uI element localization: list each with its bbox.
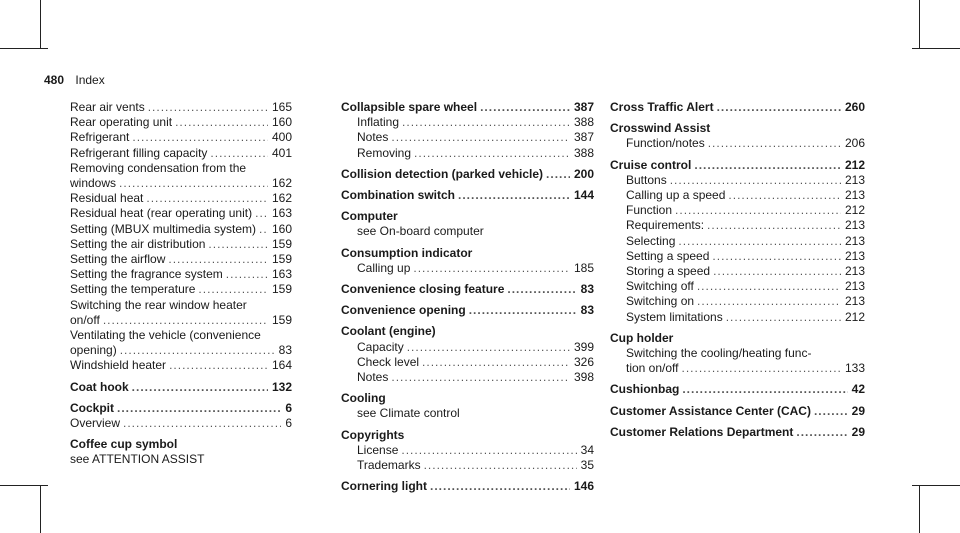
- entry-text: Buttons: [626, 172, 667, 187]
- page-reference: 213: [844, 172, 865, 187]
- index-entry: [610, 234, 865, 249]
- page-reference: 213: [844, 218, 865, 233]
- dot-leader: [120, 343, 275, 358]
- dot-leader: [132, 130, 268, 145]
- dot-leader: [682, 361, 841, 376]
- entry-text: Switching the rear window heater: [70, 297, 247, 312]
- index-heading: [610, 100, 865, 115]
- index-entry: [70, 267, 292, 282]
- index-heading: [610, 404, 865, 419]
- index-heading: [610, 425, 865, 440]
- entry-text: Calling up a speed: [626, 188, 726, 203]
- dot-leader: [796, 425, 847, 440]
- dot-leader: [103, 313, 268, 328]
- page-reference: 401: [271, 145, 292, 160]
- index-heading: [341, 479, 594, 494]
- index-entry: [70, 146, 292, 161]
- dot-leader: [198, 282, 268, 297]
- index-entry: [70, 343, 292, 358]
- index-heading: [341, 188, 594, 203]
- dot-leader: [148, 100, 268, 115]
- index-column-3: [610, 100, 865, 440]
- dot-leader: [694, 158, 841, 173]
- index-entry: [610, 218, 865, 233]
- entry-text: Residual heat (rear operating unit): [70, 206, 253, 221]
- dot-leader: [708, 136, 841, 151]
- page-reference: 159: [271, 312, 292, 327]
- index-heading: [610, 158, 865, 173]
- dot-leader: [168, 252, 268, 267]
- dot-leader: [413, 261, 570, 276]
- index-entry: [341, 355, 594, 370]
- dot-leader: [670, 173, 841, 188]
- entry-text: Consumption indicator: [341, 245, 473, 260]
- index-heading: [341, 391, 594, 406]
- page-reference: 6: [285, 416, 292, 431]
- page-number: 480: [44, 73, 65, 87]
- entry-text: Setting (MBUX multimedia system): [70, 221, 257, 236]
- page-reference: 163: [271, 206, 292, 221]
- dot-leader: [401, 443, 576, 458]
- entry-text: Setting a speed: [626, 248, 710, 263]
- entry-text: Calling up: [357, 260, 411, 275]
- index-column-1: [70, 100, 292, 468]
- entry-text: on/off: [70, 312, 100, 327]
- index-entry: [70, 100, 292, 115]
- index-entry: [70, 358, 292, 373]
- dot-leader: [458, 188, 570, 203]
- dot-leader: [814, 404, 848, 419]
- page-reference: 6: [285, 400, 292, 415]
- index-entry: [341, 406, 594, 421]
- page-reference: 83: [580, 303, 594, 318]
- entry-text: Convenience closing feature: [341, 282, 505, 297]
- index-entry: [610, 346, 865, 361]
- entry-text: see ATTENTION ASSIST: [70, 452, 205, 467]
- entry-text: Cushionbag: [610, 382, 680, 397]
- page-reference: 213: [844, 279, 865, 294]
- dot-leader: [210, 146, 268, 161]
- page-reference: 29: [851, 424, 865, 439]
- dot-leader: [391, 370, 570, 385]
- index-entry: [610, 310, 865, 325]
- page-reference: 165: [271, 100, 292, 114]
- entry-text: Customer Relations Department: [610, 424, 794, 439]
- page-reference: 159: [271, 236, 292, 251]
- index-entry: [70, 282, 292, 297]
- entry-text: Removing: [357, 145, 412, 160]
- page-reference: 144: [573, 188, 594, 203]
- dot-leader: [117, 401, 281, 416]
- index-entry: [70, 176, 292, 191]
- dot-leader: [697, 294, 841, 309]
- index-entry: [341, 458, 594, 473]
- page-reference: 212: [844, 309, 865, 324]
- entry-text: Requirements:: [626, 218, 705, 233]
- entry-text: Setting the temperature: [70, 282, 196, 297]
- page-reference: 212: [844, 203, 865, 218]
- entry-text: Crosswind Assist: [610, 121, 711, 136]
- index-entry: [610, 203, 865, 218]
- entry-text: Windshield heater: [70, 358, 167, 373]
- page-reference: 42: [851, 382, 865, 397]
- crop-mark: [919, 485, 920, 533]
- dot-leader: [430, 479, 570, 494]
- entry-text: see On-board computer: [357, 224, 484, 239]
- entry-text: Notes: [357, 370, 389, 385]
- entry-text: windows: [70, 176, 117, 191]
- dot-leader: [707, 218, 841, 233]
- page-reference: 206: [844, 136, 865, 151]
- entry-text: Removing condensation from the: [70, 160, 247, 175]
- entry-text: Switching on: [626, 294, 695, 309]
- index-entry: [341, 115, 594, 130]
- dot-leader: [132, 380, 268, 395]
- entry-text: Selecting: [626, 233, 676, 248]
- entry-text: Cruise control: [610, 157, 692, 172]
- page-reference: 29: [851, 403, 865, 418]
- page-reference: 132: [271, 379, 292, 394]
- entry-text: System limitations: [626, 309, 723, 324]
- page-reference: 213: [844, 248, 865, 263]
- entry-text: Setting the airflow: [70, 252, 166, 267]
- index-heading: [610, 331, 865, 346]
- index-entry: [341, 340, 594, 355]
- index-heading: [70, 401, 292, 416]
- index-heading: [341, 324, 594, 339]
- entry-text: Notes: [357, 130, 389, 145]
- page-reference: 160: [271, 115, 292, 130]
- dot-leader: [675, 203, 841, 218]
- index-entry: [70, 130, 292, 145]
- dot-leader: [208, 237, 268, 252]
- dot-leader: [119, 176, 268, 191]
- page-reference: 185: [573, 260, 594, 275]
- dot-leader: [226, 267, 268, 282]
- index-heading: [341, 282, 594, 297]
- index-entry: [610, 249, 865, 264]
- entry-text: Rear air vents: [70, 100, 145, 114]
- entry-text: Copyrights: [341, 427, 405, 442]
- dot-leader: [422, 355, 570, 370]
- entry-text: Switching off: [626, 279, 694, 294]
- dot-leader: [391, 130, 570, 145]
- index-entry: [70, 252, 292, 267]
- entry-text: Switching the cooling/heating func-: [626, 346, 812, 361]
- page-reference: 212: [844, 157, 865, 172]
- dot-leader: [123, 416, 281, 431]
- entry-text: Coffee cup symbol: [70, 437, 178, 452]
- page-reference: 159: [271, 282, 292, 297]
- dot-leader: [175, 115, 268, 130]
- dot-leader: [697, 279, 841, 294]
- dot-leader: [712, 249, 841, 264]
- entry-text: Trademarks: [357, 458, 421, 473]
- page-reference: 388: [573, 145, 594, 160]
- dot-leader: [414, 146, 570, 161]
- entry-text: opening): [70, 343, 117, 358]
- index-entry: [341, 146, 594, 161]
- page-reference: 213: [844, 264, 865, 279]
- page-reference: 133: [844, 361, 865, 376]
- entry-text: see Climate control: [357, 406, 460, 421]
- dot-leader: [424, 458, 577, 473]
- entry-text: Computer: [341, 209, 398, 224]
- page-reference: 398: [573, 370, 594, 385]
- dot-leader: [682, 382, 847, 397]
- index-entry: [70, 313, 292, 328]
- dot-leader: [717, 100, 841, 115]
- index-entry: [341, 224, 594, 239]
- index-heading: [341, 303, 594, 318]
- index-entry: [70, 222, 292, 237]
- crop-mark: [0, 485, 48, 486]
- entry-text: License: [357, 442, 399, 457]
- page-reference: 162: [271, 176, 292, 191]
- page-header: [44, 73, 105, 87]
- index-entry: [341, 443, 594, 458]
- page-reference: 162: [271, 191, 292, 206]
- index-heading: [70, 380, 292, 395]
- dot-leader: [480, 100, 570, 115]
- entry-text: Residual heat: [70, 191, 144, 206]
- entry-text: Cockpit: [70, 400, 115, 415]
- page-reference: 388: [573, 115, 594, 130]
- entry-text: Storing a speed: [626, 264, 711, 279]
- crop-mark: [40, 0, 41, 48]
- crop-mark: [0, 48, 48, 49]
- index-entry: [70, 328, 292, 343]
- index-heading: [341, 167, 594, 182]
- page-reference: 387: [573, 100, 594, 114]
- index-entry: [610, 173, 865, 188]
- index-heading: [341, 428, 594, 443]
- page-reference: 400: [271, 130, 292, 145]
- index-entry: [70, 161, 292, 176]
- page-reference: 163: [271, 267, 292, 282]
- dot-leader: [728, 188, 841, 203]
- entry-text: Combination switch: [341, 188, 455, 203]
- page-reference: 160: [271, 221, 292, 236]
- page-reference: 213: [844, 294, 865, 309]
- index-heading: [610, 382, 865, 397]
- dot-leader: [546, 167, 570, 182]
- entry-text: Cup holder: [610, 330, 674, 345]
- crop-mark: [919, 0, 920, 48]
- dot-leader: [726, 310, 841, 325]
- page-reference: 83: [278, 343, 292, 358]
- page-reference: 164: [271, 358, 292, 373]
- entry-text: Cooling: [341, 391, 386, 406]
- index-entry: [70, 191, 292, 206]
- entry-text: Function: [626, 203, 673, 218]
- entry-text: Convenience opening: [341, 303, 466, 318]
- index-entry: [341, 370, 594, 385]
- entry-text: Refrigerant: [70, 130, 130, 145]
- index-entry: [610, 279, 865, 294]
- dot-leader: [507, 282, 576, 297]
- index-column-2: [341, 100, 594, 494]
- dot-leader: [402, 115, 570, 130]
- entry-text: Setting the air distribution: [70, 236, 206, 251]
- entry-text: Function/notes: [626, 136, 705, 151]
- index-entry: [341, 261, 594, 276]
- entry-text: Capacity: [357, 339, 404, 354]
- index-entry: [610, 294, 865, 309]
- entry-text: Check level: [357, 354, 420, 369]
- index-entry: [70, 416, 292, 431]
- page-reference: 213: [844, 188, 865, 203]
- index-entry: [610, 264, 865, 279]
- index-heading: [610, 121, 865, 136]
- entry-text: Ventilating the vehicle (convenience: [70, 328, 261, 343]
- crop-mark: [912, 48, 960, 49]
- entry-text: Collapsible spare wheel: [341, 100, 478, 114]
- page-reference: 399: [573, 339, 594, 354]
- entry-text: Cross Traffic Alert: [610, 100, 714, 114]
- index-heading: [70, 437, 292, 452]
- dot-leader: [169, 358, 268, 373]
- index-entry: [610, 361, 865, 376]
- page-reference: 34: [580, 442, 594, 457]
- page-reference: 159: [271, 252, 292, 267]
- entry-text: tion on/off: [626, 361, 679, 376]
- index-entry: [70, 206, 292, 221]
- index-entry: [610, 136, 865, 151]
- crop-mark: [40, 485, 41, 533]
- page-reference: 326: [573, 354, 594, 369]
- dot-leader: [407, 340, 570, 355]
- index-entry: [70, 115, 292, 130]
- entry-text: Refrigerant filling capacity: [70, 145, 208, 160]
- page-reference: 260: [844, 100, 865, 114]
- entry-text: Cornering light: [341, 479, 427, 494]
- dot-leader: [469, 303, 577, 318]
- page-reference: 213: [844, 233, 865, 248]
- entry-text: Rear operating unit: [70, 115, 173, 130]
- entry-text: Collision detection (parked vehicle): [341, 166, 544, 181]
- entry-text: Customer Assistance Center (CAC): [610, 403, 811, 418]
- section-title: Index: [75, 73, 105, 87]
- crop-mark: [912, 485, 960, 486]
- index-heading: [341, 209, 594, 224]
- dot-leader: [146, 191, 268, 206]
- dot-leader: [678, 234, 841, 249]
- page-reference: 35: [580, 458, 594, 473]
- entry-text: Setting the fragrance system: [70, 267, 223, 282]
- index-entry: [70, 237, 292, 252]
- index-heading: [341, 246, 594, 261]
- dot-leader: [713, 264, 841, 279]
- page-reference: 200: [573, 166, 594, 181]
- dot-leader: [255, 206, 268, 221]
- entry-text: Overview: [70, 416, 121, 431]
- entry-text: Coolant (engine): [341, 324, 436, 339]
- index-entry: [341, 130, 594, 145]
- page-reference: 83: [580, 282, 594, 297]
- dot-leader: [259, 222, 268, 237]
- index-entry: [70, 298, 292, 313]
- index-entry: [70, 452, 292, 467]
- entry-text: Inflating: [357, 115, 400, 130]
- page-reference: 146: [573, 479, 594, 494]
- index-heading: [341, 100, 594, 115]
- page-reference: 387: [573, 130, 594, 145]
- index-entry: [610, 188, 865, 203]
- entry-text: Coat hook: [70, 379, 129, 394]
